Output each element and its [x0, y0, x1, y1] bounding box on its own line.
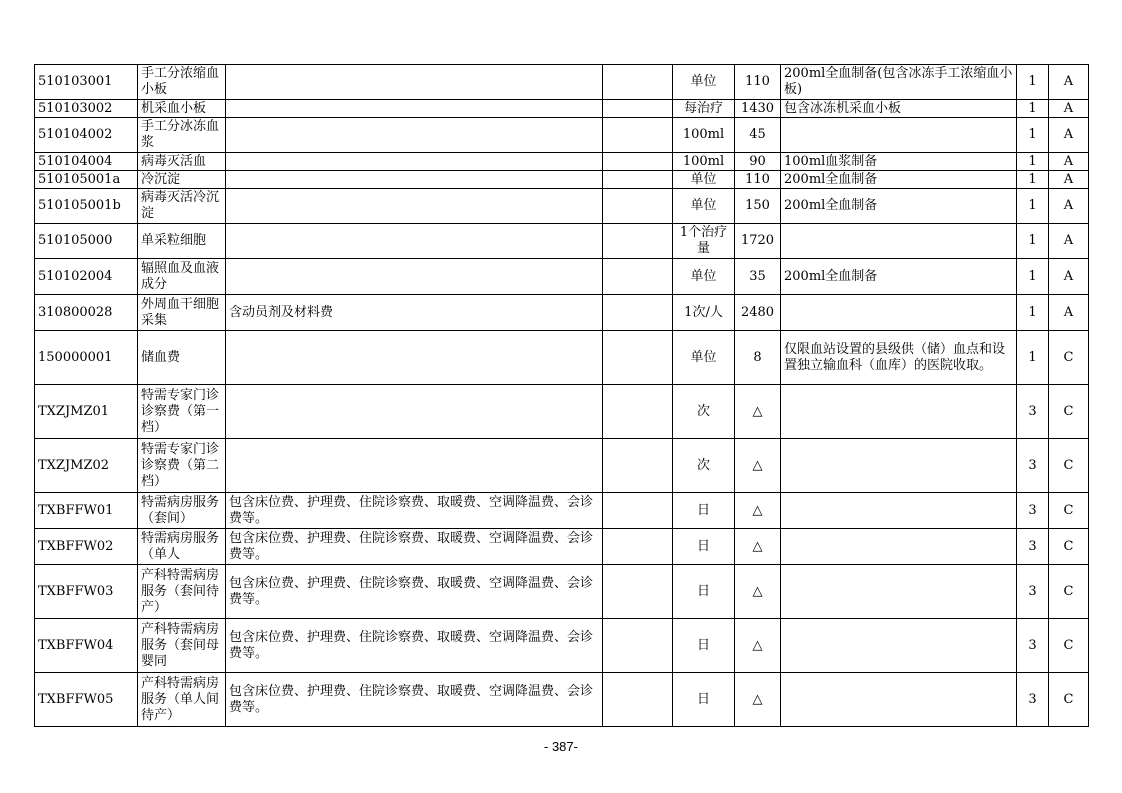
item-price-cell: 1720: [735, 224, 781, 259]
item-code-cell: TXBFFW03: [35, 565, 138, 619]
item-content-cell: [226, 439, 603, 493]
item-price-cell: 1430: [735, 100, 781, 118]
item-excluded-cell: [603, 331, 673, 385]
item-name-cell: 机采血小板: [138, 100, 226, 118]
item-price-cell: 90: [735, 153, 781, 171]
item-grade-cell: C: [1049, 439, 1089, 493]
item-code-cell: 510104004: [35, 153, 138, 171]
item-content-cell: [226, 224, 603, 259]
table-row: [35, 189, 1089, 224]
table-row: [35, 224, 1089, 259]
table-row: [35, 100, 1089, 118]
item-note-cell: 仅限血站设置的县级供（储）血点和设置独立输血科（血库）的医院收取。: [781, 331, 1017, 385]
item-class-cell: 3: [1017, 385, 1049, 439]
item-name-cell: 储血费: [138, 331, 226, 385]
item-content-cell: [226, 331, 603, 385]
item-content-cell: [226, 259, 603, 295]
item-grade-cell: A: [1049, 65, 1089, 100]
item-excluded-cell: [603, 100, 673, 118]
item-class-cell: 3: [1017, 493, 1049, 529]
table-row: [35, 493, 1089, 529]
table-row: [35, 259, 1089, 295]
item-class-cell: 1: [1017, 189, 1049, 224]
item-excluded-cell: [603, 385, 673, 439]
item-note-cell: [781, 529, 1017, 565]
item-content-cell: 包含床位费、护理费、住院诊察费、取暖费、空调降温费、会诊费等。: [226, 673, 603, 727]
item-name-cell: 手工分浓缩血小板: [138, 65, 226, 100]
item-class-cell: 1: [1017, 118, 1049, 153]
item-unit-cell: 日: [673, 673, 735, 727]
item-unit-cell: 次: [673, 385, 735, 439]
item-content-cell: [226, 171, 603, 189]
item-unit-cell: 次: [673, 439, 735, 493]
item-grade-cell: C: [1049, 385, 1089, 439]
item-excluded-cell: [603, 171, 673, 189]
item-unit-cell: 日: [673, 493, 735, 529]
item-code-cell: 510104002: [35, 118, 138, 153]
item-note-cell: [781, 118, 1017, 153]
item-class-cell: 1: [1017, 100, 1049, 118]
item-class-cell: 1: [1017, 224, 1049, 259]
table-row: [35, 619, 1089, 673]
item-grade-cell: C: [1049, 331, 1089, 385]
item-name-cell: 特需专家门诊诊察费（第二档）: [138, 439, 226, 493]
item-excluded-cell: [603, 153, 673, 171]
item-price-cell: 35: [735, 259, 781, 295]
item-unit-cell: 1个治疗量: [673, 224, 735, 259]
item-content-cell: [226, 189, 603, 224]
item-grade-cell: A: [1049, 259, 1089, 295]
item-unit-cell: 单位: [673, 65, 735, 100]
item-name-cell: 产科特需病房服务（套间待产）: [138, 565, 226, 619]
item-price-cell: △: [735, 565, 781, 619]
item-code-cell: 310800028: [35, 295, 138, 331]
item-unit-cell: 100ml: [673, 118, 735, 153]
item-name-cell: 特需病房服务（单人: [138, 529, 226, 565]
item-unit-cell: 日: [673, 619, 735, 673]
item-grade-cell: C: [1049, 673, 1089, 727]
item-code-cell: 510105001b: [35, 189, 138, 224]
item-note-cell: 200ml全血制备: [781, 189, 1017, 224]
item-grade-cell: A: [1049, 224, 1089, 259]
item-excluded-cell: [603, 189, 673, 224]
item-excluded-cell: [603, 118, 673, 153]
item-price-cell: △: [735, 493, 781, 529]
item-unit-cell: 100ml: [673, 153, 735, 171]
item-unit-cell: 日: [673, 565, 735, 619]
item-unit-cell: 单位: [673, 259, 735, 295]
item-unit-cell: 每治疗: [673, 100, 735, 118]
item-note-cell: [781, 224, 1017, 259]
item-excluded-cell: [603, 565, 673, 619]
item-code-cell: TXZJMZ01: [35, 385, 138, 439]
item-grade-cell: A: [1049, 118, 1089, 153]
item-code-cell: 510103002: [35, 100, 138, 118]
item-note-cell: [781, 565, 1017, 619]
price-table-body: [35, 65, 1089, 727]
item-note-cell: [781, 295, 1017, 331]
item-class-cell: 1: [1017, 331, 1049, 385]
item-code-cell: 510105001a: [35, 171, 138, 189]
item-excluded-cell: [603, 673, 673, 727]
item-name-cell: 手工分冰冻血浆: [138, 118, 226, 153]
item-unit-cell: 单位: [673, 171, 735, 189]
item-note-cell: [781, 439, 1017, 493]
item-note-cell: [781, 619, 1017, 673]
item-unit-cell: 单位: [673, 331, 735, 385]
item-grade-cell: C: [1049, 493, 1089, 529]
item-content-cell: [226, 153, 603, 171]
item-name-cell: 辐照血及血液成分: [138, 259, 226, 295]
item-class-cell: 1: [1017, 295, 1049, 331]
item-excluded-cell: [603, 619, 673, 673]
item-excluded-cell: [603, 65, 673, 100]
item-price-cell: △: [735, 529, 781, 565]
item-price-cell: 110: [735, 65, 781, 100]
item-class-cell: 3: [1017, 439, 1049, 493]
item-class-cell: 3: [1017, 565, 1049, 619]
item-price-cell: 2480: [735, 295, 781, 331]
item-code-cell: TXBFFW05: [35, 673, 138, 727]
item-name-cell: 产科特需病房服务（套间母婴同: [138, 619, 226, 673]
table-row: [35, 385, 1089, 439]
item-price-cell: 110: [735, 171, 781, 189]
item-code-cell: TXBFFW02: [35, 529, 138, 565]
item-content-cell: [226, 385, 603, 439]
item-code-cell: TXZJMZ02: [35, 439, 138, 493]
item-class-cell: 3: [1017, 673, 1049, 727]
item-grade-cell: A: [1049, 100, 1089, 118]
page-number: - 387-: [544, 739, 578, 754]
item-price-cell: 8: [735, 331, 781, 385]
item-unit-cell: 日: [673, 529, 735, 565]
table-row: [35, 118, 1089, 153]
table-row: [35, 331, 1089, 385]
item-name-cell: 病毒灭活血: [138, 153, 226, 171]
item-grade-cell: A: [1049, 295, 1089, 331]
item-price-cell: △: [735, 385, 781, 439]
item-excluded-cell: [603, 224, 673, 259]
item-note-cell: 100ml血浆制备: [781, 153, 1017, 171]
item-grade-cell: C: [1049, 565, 1089, 619]
item-content-cell: 含动员剂及材料费: [226, 295, 603, 331]
item-note-cell: [781, 385, 1017, 439]
item-note-cell: 200ml全血制备: [781, 259, 1017, 295]
item-note-cell: [781, 673, 1017, 727]
item-grade-cell: A: [1049, 171, 1089, 189]
item-note-cell: 200ml全血制备: [781, 171, 1017, 189]
table-row: [35, 529, 1089, 565]
item-content-cell: 包含床位费、护理费、住院诊察费、取暖费、空调降温费、会诊费等。: [226, 529, 603, 565]
table-row: [35, 673, 1089, 727]
item-content-cell: [226, 118, 603, 153]
item-code-cell: TXBFFW01: [35, 493, 138, 529]
item-content-cell: 包含床位费、护理费、住院诊察费、取暖费、空调降温费、会诊费等。: [226, 493, 603, 529]
item-name-cell: 冷沉淀: [138, 171, 226, 189]
item-content-cell: [226, 100, 603, 118]
item-unit-cell: 单位: [673, 189, 735, 224]
item-grade-cell: A: [1049, 153, 1089, 171]
item-note-cell: 包含冰冻机采血小板: [781, 100, 1017, 118]
item-excluded-cell: [603, 493, 673, 529]
item-class-cell: 1: [1017, 171, 1049, 189]
item-class-cell: 1: [1017, 153, 1049, 171]
item-grade-cell: C: [1049, 529, 1089, 565]
item-price-cell: △: [735, 619, 781, 673]
item-grade-cell: C: [1049, 619, 1089, 673]
item-code-cell: 510105000: [35, 224, 138, 259]
item-name-cell: 单采粒细胞: [138, 224, 226, 259]
table-row: [35, 153, 1089, 171]
item-name-cell: 病毒灭活冷沉淀: [138, 189, 226, 224]
item-price-cell: △: [735, 673, 781, 727]
item-code-cell: TXBFFW04: [35, 619, 138, 673]
item-code-cell: 510102004: [35, 259, 138, 295]
item-content-cell: 包含床位费、护理费、住院诊察费、取暖费、空调降温费、会诊费等。: [226, 565, 603, 619]
table-row: [35, 171, 1089, 189]
item-price-cell: △: [735, 439, 781, 493]
item-excluded-cell: [603, 259, 673, 295]
table-row: [35, 65, 1089, 100]
item-code-cell: 510103001: [35, 65, 138, 100]
item-name-cell: 特需专家门诊诊察费（第一档）: [138, 385, 226, 439]
item-content-cell: [226, 65, 603, 100]
item-price-cell: 45: [735, 118, 781, 153]
item-note-cell: 200ml全血制备(包含冰冻手工浓缩血小板): [781, 65, 1017, 100]
item-price-cell: 150: [735, 189, 781, 224]
item-name-cell: 特需病房服务（套间）: [138, 493, 226, 529]
price-table: [34, 64, 1089, 727]
table-row: [35, 565, 1089, 619]
table-row: [35, 295, 1089, 331]
item-note-cell: [781, 493, 1017, 529]
item-class-cell: 3: [1017, 529, 1049, 565]
item-excluded-cell: [603, 529, 673, 565]
item-excluded-cell: [603, 295, 673, 331]
item-unit-cell: 1次/人: [673, 295, 735, 331]
item-class-cell: 1: [1017, 65, 1049, 100]
item-name-cell: 外周血干细胞采集: [138, 295, 226, 331]
item-class-cell: 1: [1017, 259, 1049, 295]
item-name-cell: 产科特需病房服务（单人间待产）: [138, 673, 226, 727]
item-grade-cell: A: [1049, 189, 1089, 224]
item-excluded-cell: [603, 439, 673, 493]
item-code-cell: 150000001: [35, 331, 138, 385]
item-class-cell: 3: [1017, 619, 1049, 673]
item-content-cell: 包含床位费、护理费、住院诊察费、取暖费、空调降温费、会诊费等。: [226, 619, 603, 673]
table-row: [35, 439, 1089, 493]
